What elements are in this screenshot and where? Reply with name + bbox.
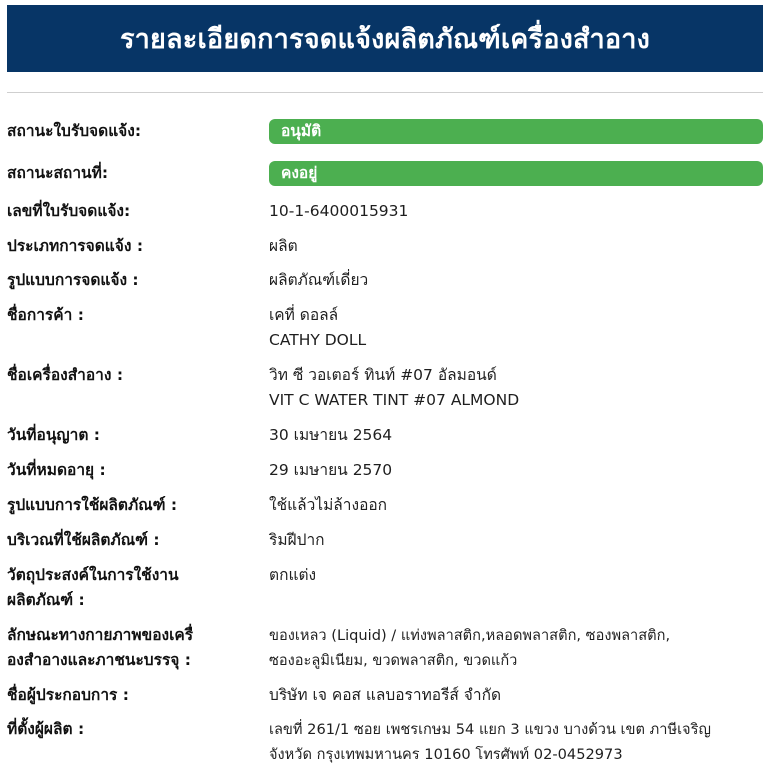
- purpose-label: [7, 563, 257, 613]
- manufacturer-address-line2: จังหวัด กรุงเทพมหานคร 10160 โทรศัพท์ 02-0452973: [269, 746, 623, 763]
- purpose-value: ตกแต่ง: [269, 566, 317, 584]
- trade-name-value: [269, 303, 763, 353]
- physical-form-label-line1: ลักษณะทางกายภาพของเครื่: [7, 626, 194, 644]
- operator-name-label: ชื่อผู้ประกอบการ :: [7, 686, 129, 704]
- operator-name-value: บริษัท เจ คอส แลบอราทอรีส์ จำกัด: [269, 686, 502, 704]
- trade-name-label: ชื่อการค้า :: [7, 306, 84, 324]
- physical-form-label: [7, 623, 257, 673]
- usage-area-value: ริมฝีปาก: [269, 531, 325, 549]
- usage-area-label: บริเวณที่ใช้ผลิตภัณฑ์ :: [7, 531, 160, 549]
- notification-form-value: ผลิตภัณฑ์เดี่ยว: [269, 271, 369, 289]
- trade-name-english: CATHY DOLL: [269, 331, 367, 349]
- trade-name-thai: เคที่ ดอลล์: [269, 306, 339, 324]
- expiry-date-value: 29 เมษายน 2570: [269, 461, 393, 479]
- cosmetic-name-thai: วิท ซี วอเตอร์ ทินท์ #07 อัลมอนด์: [269, 366, 497, 384]
- physical-form-value: [269, 623, 763, 673]
- cosmetic-name-value: [269, 363, 763, 413]
- physical-form-label-line2: องสำอางและภาชนะบรรจุ :: [7, 651, 191, 669]
- physical-form-value-line1: ของเหลว (Liquid) / แท่งพลาสติก,หลอดพลาสติก, ซองพลาสติก,: [269, 627, 671, 644]
- usage-form-label: รูปแบบการใช้ผลิตภัณฑ์ :: [7, 496, 178, 514]
- establishment-status-badge: คงอยู่: [269, 161, 763, 186]
- license-status-label: สถานะใบรับจดแจ้ง:: [7, 122, 142, 140]
- license-number-value: 10-1-6400015931: [269, 202, 409, 220]
- license-status-badge: อนุมัติ: [269, 119, 763, 144]
- cosmetic-name-english: VIT C WATER TINT #07 ALMOND: [269, 391, 520, 409]
- header-divider: [7, 92, 763, 93]
- physical-form-value-line2: ซองอะลูมิเนียม, ขวดพลาสติก, ขวดแก้ว: [269, 652, 518, 669]
- page-title: รายละเอียดการจดแจ้งผลิตภัณฑ์เครื่องสำอาง: [119, 24, 651, 55]
- manufacturer-address-line1: เลขที่ 261/1 ซอย เพชรเกษม 54 แยก 3 แขวง บางด้วน เขต ภาษีเจริญ: [269, 721, 711, 738]
- purpose-label-line2: ผลิตภัณฑ์ :: [7, 591, 85, 609]
- cosmetic-name-label: ชื่อเครื่องสำอาง :: [7, 366, 124, 384]
- notification-form-label: รูปแบบการจดแจ้ง :: [7, 271, 139, 289]
- notification-type-value: ผลิต: [269, 237, 298, 255]
- approval-date-value: 30 เมษายน 2564: [269, 426, 393, 444]
- page-header: [7, 5, 763, 72]
- manufacturer-address-label: ที่ตั้งผู้ผลิต :: [7, 720, 85, 738]
- establishment-status-label: สถานะสถานที่:: [7, 164, 109, 182]
- manufacturer-address-value: [269, 717, 763, 767]
- approval-date-label: วันที่อนุญาต :: [7, 426, 100, 444]
- purpose-label-line1: วัตถุประสงค์ในการใช้งาน: [7, 566, 179, 584]
- expiry-date-label: วันที่หมดอายุ :: [7, 461, 106, 479]
- license-number-label: เลขที่ใบรับจดแจ้ง:: [7, 202, 131, 220]
- notification-type-label: ประเภทการจดแจ้ง :: [7, 237, 144, 255]
- usage-form-value: ใช้แล้วไม่ล้างออก: [269, 496, 388, 514]
